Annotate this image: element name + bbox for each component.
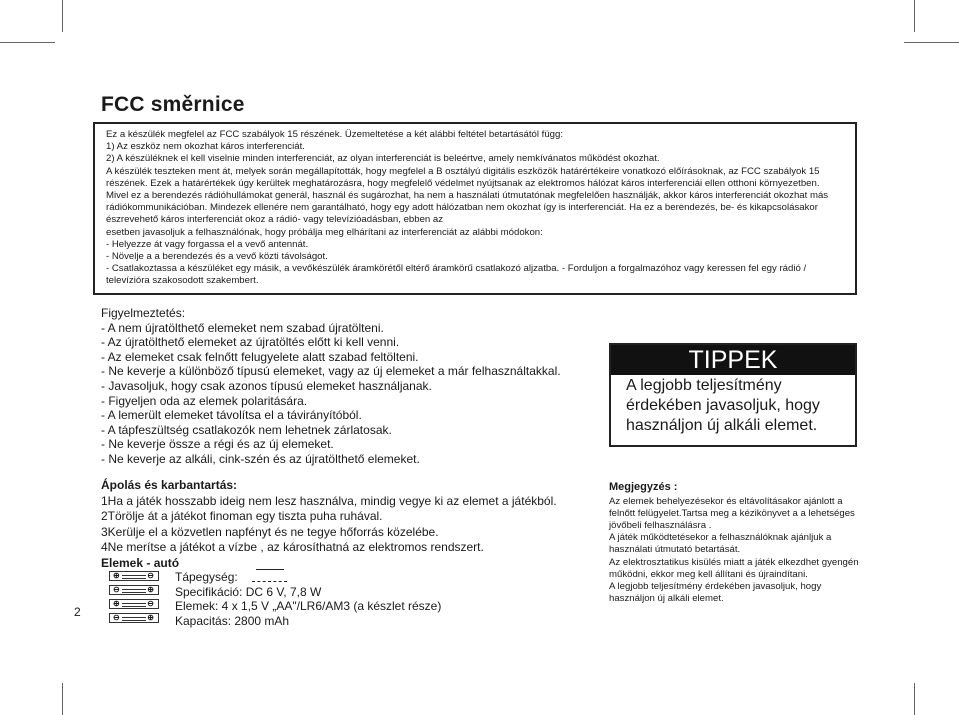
fcc-line: A készülék teszteken ment át, melyek során megállapították, hogy megfelel a B osztályú digitális eszközök határértékeire vonatkozó előírásoknak, az FCC szabályok 15 részének. Ezek a határértékek úgy kerültek meghatározásra, hogy megfelelő védelmet nyújtsanak az elektromos hálózat káros interferenciái ellen otthoni környezetben. [106,165,820,189]
battery-icon: ⊖ ⊕ [109,585,159,595]
page-number: 2 [74,605,81,619]
battery-icon: ⊖ ⊕ [109,613,159,623]
care-title: Ápolás és karbantartás: [101,478,238,492]
battery-icon: ⊕ ⊖ [109,599,159,609]
tips-line: használjon új alkáli elemet. [626,417,818,434]
warning-item: - Ne keverje össze a régi és az új elemeket. [101,437,334,452]
power-label: Tápegység: [175,570,238,584]
crop-mark [914,683,915,715]
crop-mark [914,0,915,32]
fcc-line: - Növelje a a berendezés és a vevő közti távolságot. [106,251,328,263]
fcc-line: esetben javasoljuk a felhasználónak, hogy próbálja meg elhárítani az interferenciát az alábbi módokon: [106,226,543,238]
warning-item: - A lemerült elemeket távolítsa el a távirányítóból. [101,408,362,423]
note-line: Az elemek behelyezésekor és eltávolításakor ajánlott a felnőtt felügyelet.Tartsa meg a kézikönyvet a a lehetséges jövőbeli felhasználásra . [609,496,855,532]
care-item: 1Ha a játék hosszabb ideig nem lesz használva, mindig vegye ki az elemet a játékból. [101,493,557,508]
care-item: 4Ne merítse a játékot a vízbe , az károsíthatná az elektromos rendszert. [101,540,484,555]
warning-title: Figyelmeztetés: [101,306,186,320]
crop-mark [62,683,63,715]
warning-item: - Az újratölthető elemeket az újratöltés előtt ki kell venni. [101,335,400,350]
warning-section [101,306,601,467]
battery-icons [109,571,161,627]
battery-capacity: Kapacitás: 2800 mAh [175,613,290,628]
note-title: Megjegyzés : [609,481,678,493]
page-title: FCC směrnice [101,93,245,116]
warning-item: - Ne keverje az alkáli, cink-szén és az újratölthető elemeket. [101,451,420,466]
fcc-line: - Helyezze át vagy forgassa el a vevő antennát. [106,238,309,250]
fcc-line: 1) Az eszköz nem okozhat káros interferenciát. [106,141,305,153]
note-line: A legjobb teljesítmény érdekében javasoljuk, hogy használjon új alkáli elemet. [609,580,822,604]
warning-item: - Ne keverje a különböző típusú elemeket, vagy az új elemeket a már felhasználtakkal. [101,364,561,379]
warning-item: - Figyeljen oda az elemek polaritására. [101,393,308,408]
fcc-line: Ez a készülék megfelel az FCC szabályok 15 részének. Üzemeltetése a két alábbi feltétel betartásától függ: [106,129,564,140]
battery-elements: Elemek: 4 x 1,5 V „AA"/LR6/AM3 (a készlet része) [175,599,442,613]
tips-line: A legjobb teljesítmény [626,377,782,394]
tips-body [611,375,855,436]
tips-header: TIPPEK [611,345,855,375]
care-section [101,478,581,556]
crop-mark [0,42,55,43]
fcc-line: Mivel ez a berendezés rádióhullámokat generál, használ és sugározhat, ha nem a használati útmutatónak megfelelően használják, akkor káros interferenciát okozhat más rádiókommunikációban. Mindezek ellenére nem garantálható, hogy egy adott hálózatban nem okozhat így is interferenciát. Ha ez a berendezés, be- és kikapcsolásakor észrevehető káros interferenciát okoz a rádió- vagy televízióadásban, ebben az [106,190,829,226]
battery-info [175,570,441,628]
care-item: 3Kerülje el a közvetlen napfényt és ne tegye hőforrás közelébe. [101,524,439,539]
batteries-title: Elemek - autó [101,556,180,570]
fcc-notice-box [93,122,857,295]
fcc-line: 2) A készüléknek el kell viselnie minden interferenciát, az olyan interferenciát is beleértve, amely nemkívánatos működést okozhat. [106,153,660,165]
warning-item: - Az elemeket csak felnőtt felugyelete alatt szabad feltölteni. [101,349,419,364]
warning-item: - A nem újratölthető elemeket nem szabad újratölteni. [101,320,384,335]
crop-mark [904,42,959,43]
crop-mark [62,0,63,32]
fcc-line: - Csatlakoztassa a készüléket egy másik, a vevőkészülék áramkörétől eltérő áramkörű csatlakozó aljzatba. - Forduljon a forgalmazóhoz vagy keressen fel egy rádió / televízióra szakosodott szakembert. [106,263,807,287]
note-line: A játék működtetésekor a felhasználóknak ajánljuk a használati útmutató betartását. [609,532,832,556]
battery-spec: Specifikáció: DC 6 V, 7,8 W [175,584,322,599]
warning-item: - Javasoljuk, hogy csak azonos típusú elemeket használjanak. [101,378,432,393]
care-item: 2Törölje át a játékot finoman egy tiszta puha ruhával. [101,509,383,524]
warning-item: - A tápfeszültség csatlakozók nem lehetnek zárlatosak. [101,422,392,437]
note-section [609,481,859,605]
battery-icon: ⊕ ⊖ [109,571,159,581]
tips-box [609,343,857,447]
note-line: Az elektrosztatikus kisülés miatt a játék elkezdhet gyengén működni, ekkor meg kell állítani és újraindítani. [609,556,859,580]
tips-line: érdekében javasoljuk, hogy [626,397,820,414]
